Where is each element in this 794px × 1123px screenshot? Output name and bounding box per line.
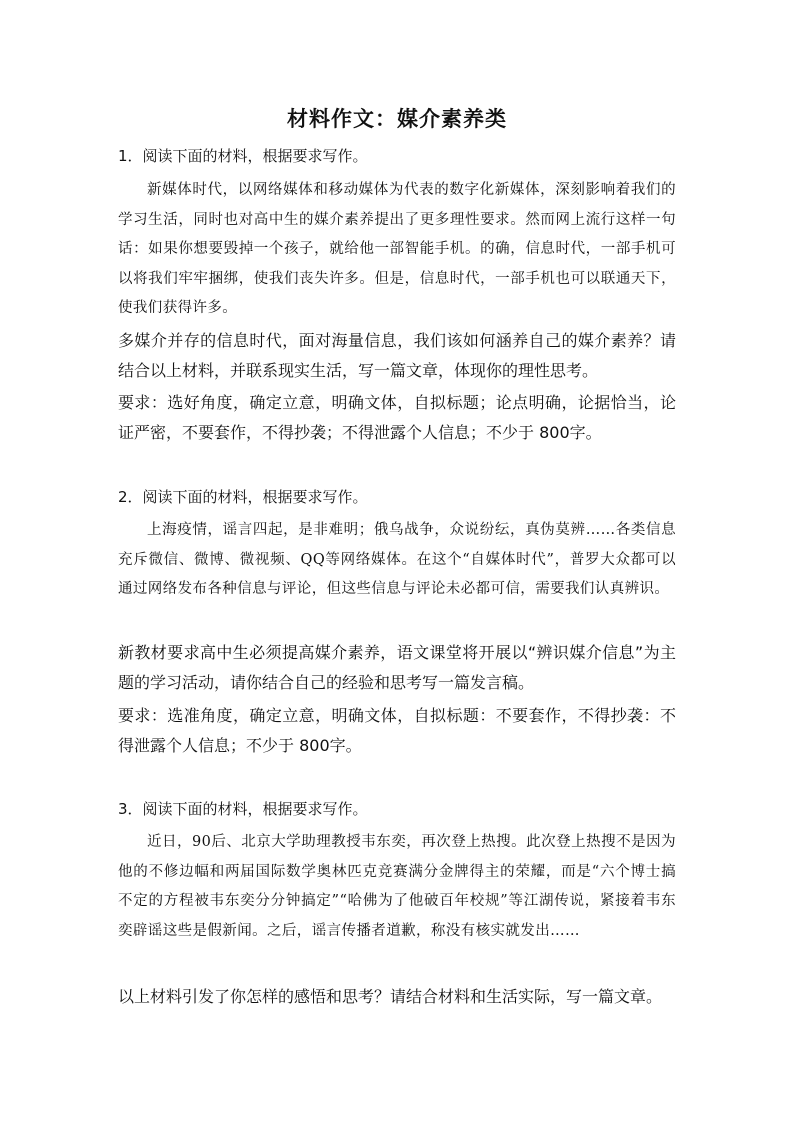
question-2-heading: 2．阅读下面的材料，根据要求写作。 bbox=[118, 488, 368, 506]
question-1-heading: 1．阅读下面的材料，根据要求写作。 bbox=[118, 147, 368, 165]
question-3-material: 近日，90后、北京大学助理教授韦东奕，再次登上热搜。此次登上热搜不是因为他的不修边幅和两届国际数学奥林匹克竞赛满分金牌得主的荣耀，而是“六个博士搞不定的方程被韦东奕分分钟搞定”“哈佛为了他破百年校规”等江湖传说，紧接着韦东奕辟谣这些是假新闻。之后，谣言传播者道歉，称没有核实就发出…… bbox=[118, 834, 676, 939]
question-1-requirement: 要求：选好角度，确定立意，明确文体，自拟标题；论点明确，论据恰当，论证严密，不要套作，不得抄袭；不得泄露个人信息；不少于 800字。 bbox=[118, 393, 676, 442]
question-2-requirement: 要求：选准角度，确定立意，明确文体，自拟标题：不要套作，不得抄袭：不得泄露个人信息；不少于 800字。 bbox=[118, 706, 676, 755]
question-3-prompt: 以上材料引发了你怎样的感悟和思考？请结合材料和生活实际，写一篇文章。 bbox=[118, 987, 663, 1006]
question-1-material: 新媒体时代，以网络媒体和移动媒体为代表的数字化新媒体，深刻影响着我们的学习生活，同时也对高中生的媒介素养提出了更多理性要求。然而网上流行这样一句话：如果你想要毁掉一个孩子，就给他一部智能手机。的确，信息时代，一部手机可以将我们牢牢捆绑，使我们丧失许多。但是，信息时代，一部手机也可以联通天下，使我们获得许多。 bbox=[118, 182, 676, 316]
question-1-prompt: 多媒介并存的信息时代，面对海量信息，我们该如何涵养自己的媒介素养？请结合以上材料，并联系现实生活，写一篇文章，体现你的理性思考。 bbox=[118, 331, 676, 380]
question-2-material: 上海疫情，谣言四起，是非难明；俄乌战争，众说纷纭，真伪莫辨……各类信息充斥微信、微博、微视频、QQ等网络媒体。在这个“自媒体时代”，普罗大众都可以通过网络发布各种信息与评论，但这些信息与评论未必都可信，需要我们认真辨识。 bbox=[118, 522, 676, 597]
question-3-heading: 3．阅读下面的材料，根据要求写作。 bbox=[118, 800, 368, 818]
page-title: 材料作文：媒介素养类 bbox=[287, 106, 507, 131]
question-2-prompt: 新教材要求高中生必须提高媒介素养，语文课堂将开展以“辨识媒介信息”为主题的学习活动，请你结合自己的经验和思考写一篇发言稿。 bbox=[118, 643, 676, 692]
